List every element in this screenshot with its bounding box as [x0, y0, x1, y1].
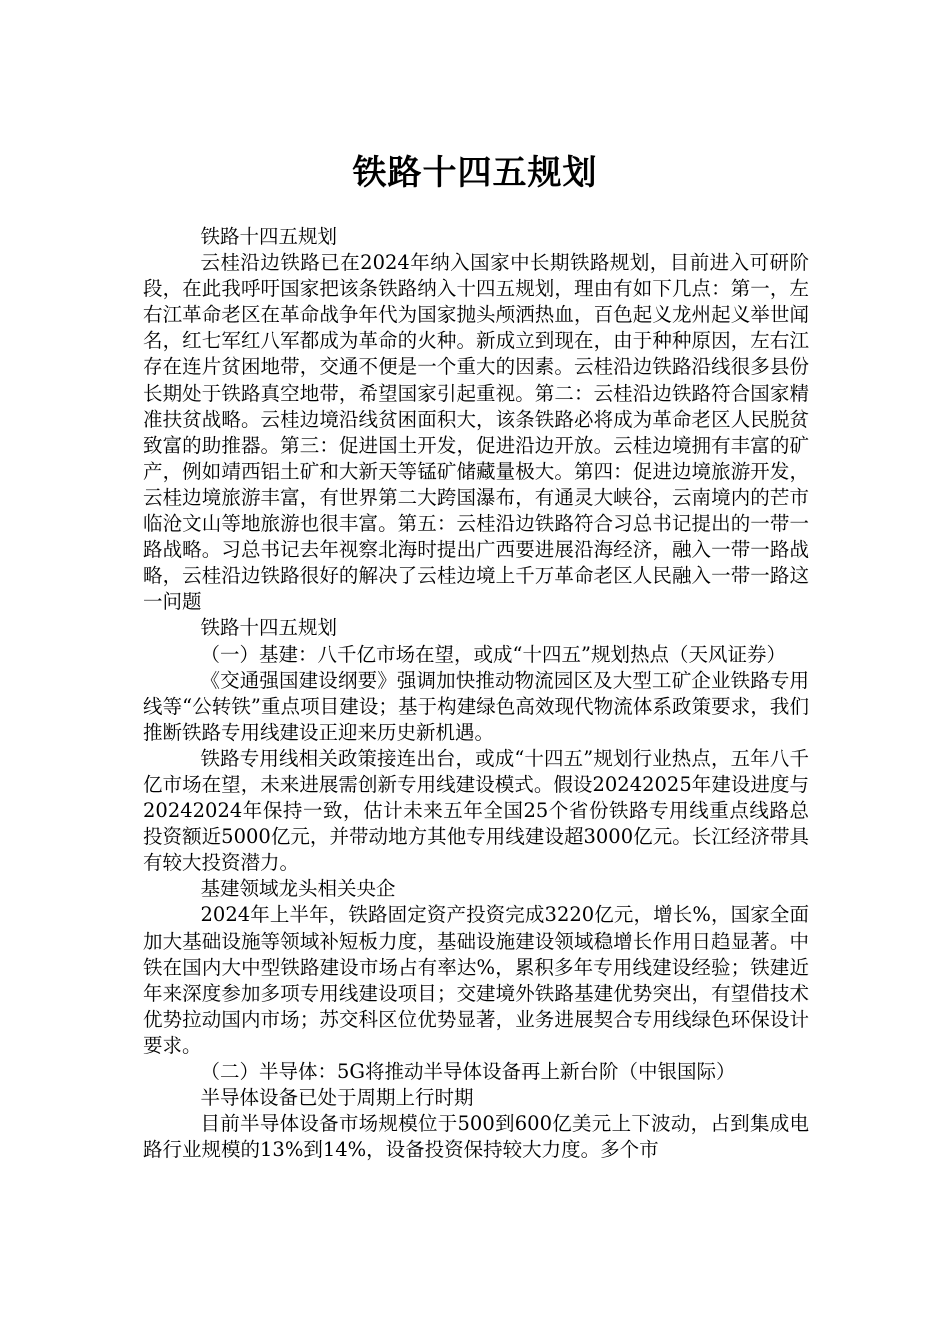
paragraph: （二）半导体：5G将推动半导体设备再上新台阶（中银国际）: [200, 1060, 736, 1083]
paragraph: 目前半导体设备市场规模位于500到600亿美元上下波动，占到集成电路行业规模的13%到14%，设备投资保持较大力度。多个市: [143, 1112, 809, 1162]
paragraph: 铁路十四五规划: [200, 225, 338, 248]
paragraph: 基建领域龙头相关央企: [200, 877, 396, 901]
document-title: 铁路十四五规划: [352, 152, 598, 193]
paragraph: 2024年上半年，铁路固定资产投资完成3220亿元，增长%，国家全面加大基础设施等领域补短板力度，基础设施建设领域稳增长作用日趋显著。中铁在国内大中型铁路建设市场占有率达%，累积多年专用线建设经验；铁建近年来深度参加多项专用线建设项目；交建境外铁路基建优势突出，有望借技术优势拉动国内市场；苏交科区位优势显著，业务进展契合专用线绿色环保设计要求。: [143, 903, 809, 1057]
paragraph: 铁路专用线相关政策接连出台，或成“十四五”规划行业热点，五年八千亿市场在望，未来进展需创新专用线建设模式。假设20242025年建设进度与20242024年保持一致，估计未来五年全国25个省份铁路专用线重点线路总投资额近5000亿元，并带动地方其他专用线建设超3000亿元。长江经济带具有较大投资潜力。: [143, 746, 809, 875]
paragraph: 半导体设备已处于周期上行时期: [200, 1086, 474, 1110]
document-body: [143, 224, 809, 1163]
paragraph: 《交通强国建设纲要》强调加快推动物流园区及大型工矿企业铁路专用线等“公转铁”重点项目建设；基于构建绿色高效现代物流体系政策要求，我们推断铁路专用线建设正迎来历史新机遇。: [143, 668, 809, 744]
paragraph: （一）基建：八千亿市场在望，或成“十四五”规划热点（天风证券）: [200, 642, 786, 666]
paragraph: 云桂沿边铁路已在2024年纳入国家中长期铁路规划，目前进入可研阶段，在此我呼吁国家把该条铁路纳入十四五规划，理由有如下几点：第一，左右江革命老区在革命战争年代为国家抛头颅洒热血，百色起义龙州起义举世闻名，红七军红八军都成为革命的火种。新成立到现在，由于种种原因，左右江存在连片贫困地带，交通不便是一个重大的因素。云桂沿边铁路沿线很多县份长期处于铁路真空地带，希望国家引起重视。第二：云桂沿边铁路符合国家精准扶贫战略。云桂边境沿线贫困面积大，该条铁路必将成为革命老区人民脱贫致富的助推器。第三：促进国土开发，促进沿边开放。云桂边境拥有丰富的矿产，例如靖西铝土矿和大新天等锰矿储藏量极大。第四：促进边境旅游开发，云桂边境旅游丰富，有世界第二大跨国瀑布，有通灵大峡谷，云南境内的芒市临沧文山等地旅游也很丰富。第五：云桂沿边铁路符合习总书记提出的一带一路战略。习总书记去年视察北海时提出广西要进展沿海经济，融入一带一路战略，云桂沿边铁路很好的解决了云桂边境上千万革命老区人民融入一带一路这一问题: [143, 251, 809, 614]
paragraph: 铁路十四五规划: [200, 616, 338, 640]
